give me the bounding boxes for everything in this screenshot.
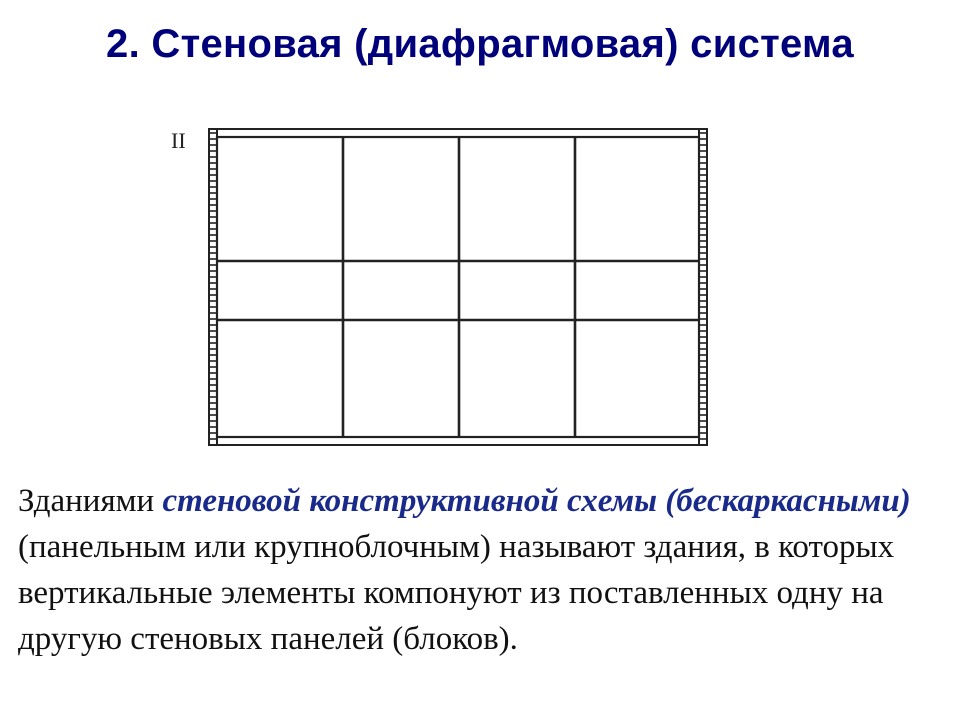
description-paragraph — [18, 478, 938, 662]
text-emphasis: стеновой конструктивной схемы (бескаркасными) — [162, 483, 911, 519]
wall-system-plan-diagram — [165, 112, 745, 462]
diagram-label: II — [171, 128, 186, 153]
left-wall — [209, 129, 217, 445]
text-part2: (панельным или крупноблочным) называют здания, в которых вертикальные элементы компонуют из поставленных одну на другую стеновых панелей (блоков). — [18, 529, 895, 657]
slide-title: 2. Стеновая (диафрагмовая) система — [106, 22, 854, 66]
top-wall — [209, 129, 707, 137]
right-wall — [699, 129, 707, 445]
bottom-wall — [209, 437, 707, 445]
text-part1: Зданиями — [18, 483, 163, 519]
